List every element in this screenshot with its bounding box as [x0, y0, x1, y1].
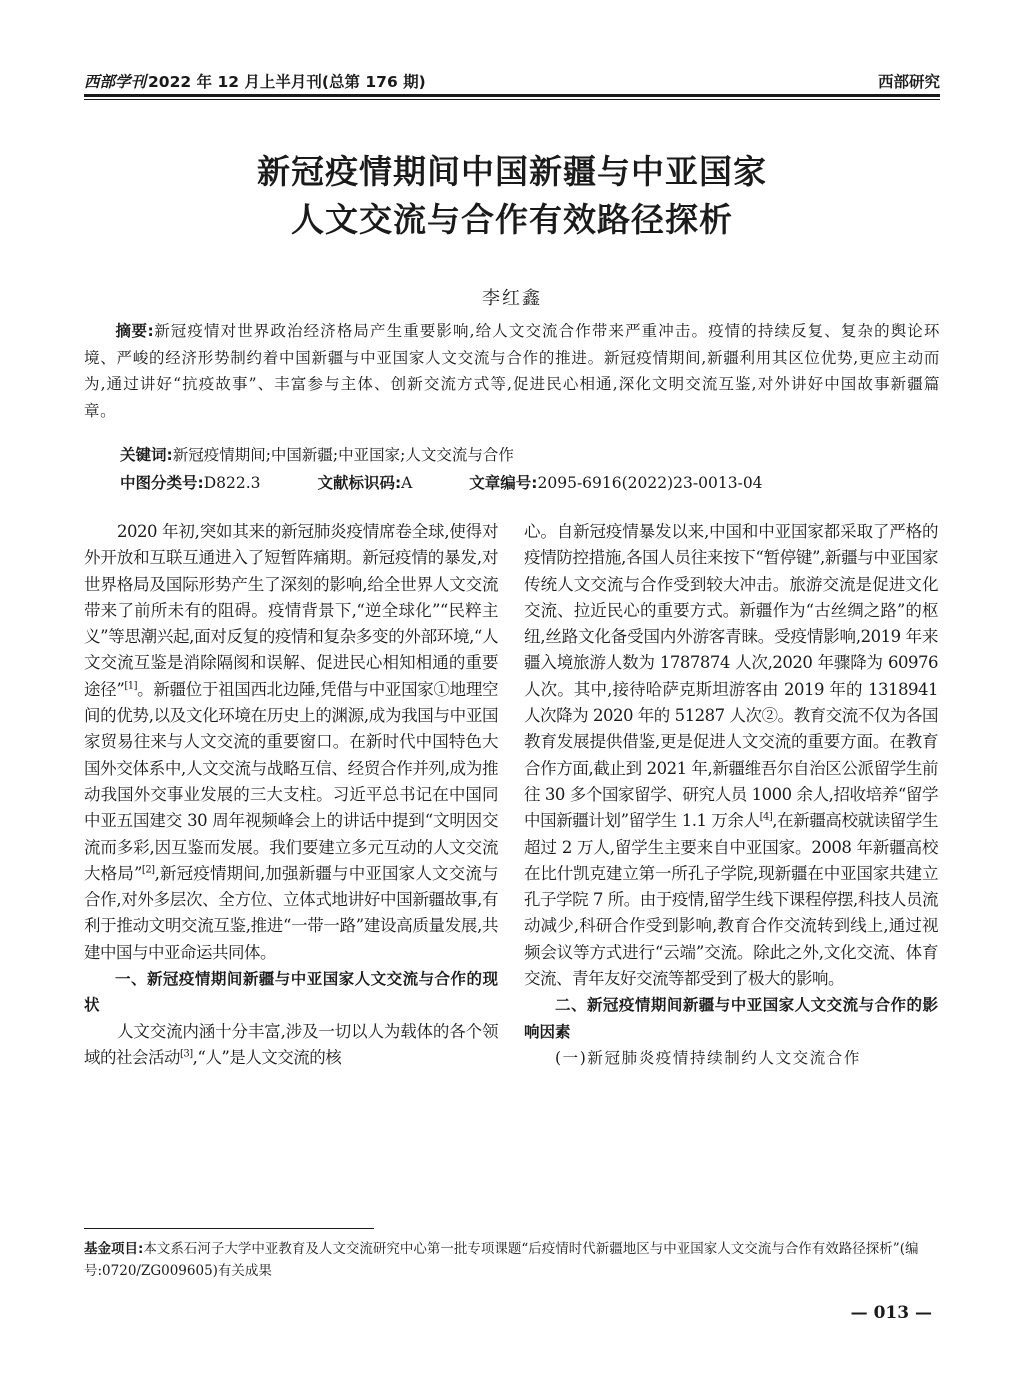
body-column-left [84, 519, 498, 1071]
article-title [0, 148, 1024, 244]
keywords-text: 新冠疫情期间;中国新疆;中亚国家;人文交流与合作 [172, 446, 514, 464]
document-code [317, 474, 412, 492]
text-run: 。教育交流不仅为各国教育发展提供借鉴,更是促进人文交流的重要方面。在教育合作方面,截止到 2021 年,新疆维吾尔自治区公派留学生前往 30 多个国家留学、研究人员 1000 余人,招收培养“留学中国新疆计划”留学生 1.1 万余人 [524, 706, 938, 831]
classification-line [120, 471, 763, 493]
text-run: 心。自新冠疫情暴发以来,中国和中亚国家都采取了严格的疫情防控措施,各国人员往来按下“暂停键”,新疆与中亚国家传统人文交流与合作受到较大冲击。旅游交流是促进文化交流、拉近民心的重要方式。新疆作为“古丝绸之路”的枢纽,丝路文化备受国内外游客青睐。受疫情影响,2019 年来疆入境旅游人数为 1787874 人次,2020 年骤降为 60976 人次。其中,接待哈萨克斯坦游客由 2019 年的 1318941 人次降为 2020 年的 51287 人次 [524, 522, 938, 726]
page-number: — 013 — [850, 1303, 932, 1323]
article-number [469, 474, 762, 492]
text-run: 人文交流内涵十分丰富,涉及一切以人为载体的各个领域的社会活动 [84, 1021, 498, 1067]
footnote-mark-1: ① [433, 679, 450, 699]
text-run: 2020 年初,突如其来的新冠肺炎疫情席卷全球,使得对外开放和互联互通进入了短暂阵痛期。新冠疫情的暴发,对世界格局及国际形势产生了深刻的影响,给全世界人文交流带来了前所未有的阻碍。疫情背景下,“逆全球化”“民粹主义”等思潮兴起,面对反复的疫情和复杂多变的外部环境,“人文交流互鉴是消除隔阂和误解、促进民心相知相通的重要途径” [84, 522, 498, 699]
citation-1: [1] [124, 680, 137, 692]
author-name: 李红鑫 [482, 288, 542, 309]
text-run: ,新冠疫情期间,加强新疆与中亚国家人文交流与合作,对外多层次、全方位、立体式地讲好中国新疆故事,有利于推动文明交流互鉴,推进“一带一路”建设高质量发展,共建中国与中亚命运共同体。 [84, 863, 498, 962]
funding-footnote [84, 1238, 940, 1282]
funding-text: 本文系石河子大学中亚教育及人文交流研究中心第一批专项课题“后疫情时代新疆地区与中亚国家人文交流与合作有效路径探析”(编号:0720/ZG009605)有关成果 [84, 1241, 919, 1279]
title-line-2: 人文交流与合作有效路径探析 [291, 200, 733, 239]
section-heading-1: 一、新冠疫情期间新疆与中亚国家人文交流与合作的现状 [84, 970, 498, 1015]
doc-code-value: A [401, 474, 413, 492]
clc-value: D822.3 [203, 474, 261, 492]
journal-issue-line [84, 70, 426, 92]
footnote-rule [84, 1228, 374, 1229]
abstract-text: 新冠疫情对世界政治经济格局产生重要影响,给人文交流合作带来严重冲击。疫情的持续反复、复杂的舆论环境、严峻的经济形势制约着中国新疆与中亚国家人文交流与合作的推进。新冠疫情期间,新疆利用其区位优势,更应主动而为,通过讲好“抗疫故事”、丰富参与主体、创新交流方式等,促进民心相通,深化文明交流互鉴,对外讲好中国故事新疆篇章。 [84, 322, 940, 420]
text-run: 。新疆位于祖国西北边陲,凭借与中亚国家 [136, 679, 434, 699]
section-name: 西部研究 [877, 73, 940, 91]
keywords [120, 443, 514, 465]
body-column-right [524, 519, 938, 1071]
text-run: ,“人”是人文交流的核 [192, 1047, 342, 1067]
subsection-heading-1: (一)新冠肺炎疫情持续制约人文交流合作 [555, 1048, 861, 1067]
citation-4: [4] [759, 811, 773, 823]
citation-2: [2] [141, 864, 155, 876]
text-run: ,在新疆高校就读留学生超过 2 万人,留学生主要来自中亚国家。2008 年新疆高校在比什凯克建立第一所孔子学院,现新疆在中亚国家共建立孔子学院 7 所。由于疫情,留学生线下课程停摆,科技人员流动减少,科研合作受到影响,教育合作交流转到线上,通过视频会议等方式进行“云端”交流。除此之外,文化交流、体育交流、青年友好交流等都受到了极大的影响。 [524, 811, 938, 989]
paragraph-continued [524, 519, 938, 992]
header-rule-thin [84, 99, 940, 100]
paragraph-section-1 [84, 1019, 498, 1072]
journal-logo: 西部学刊 [84, 72, 147, 91]
issue-info: 2022 年 12 月上半月刊(总第 176 期) [148, 73, 426, 91]
article-number-label: 文章编号: [469, 474, 538, 492]
keywords-label: 关键词: [120, 446, 173, 464]
footnote-mark-2: ② [761, 706, 778, 726]
clc-number [120, 474, 261, 492]
doc-code-label: 文献标识码: [317, 474, 402, 492]
text-run: 地理空间的优势,以及文化环境在历史上的渊源,成为我国与中亚国家贸易往来与人文交流的重要窗口。在新时代中国特色大国外交体系中,人文交流与战略互信、经贸合作并列,成为推动我国外交事业发展的三大支柱。习近平总书记在中国同中亚五国建交 30 周年视频峰会上的讲话中提到“文明因交流而多彩,因互鉴而发展。我们要建立多元互动的人文交流大格局” [84, 679, 499, 883]
clc-label: 中图分类号: [120, 474, 204, 492]
abstract-label: 摘要: [115, 322, 154, 340]
paragraph-intro [84, 519, 498, 966]
funding-label: 基金项目: [84, 1241, 144, 1257]
header-rule-thick [84, 94, 940, 97]
article-number-value: 2095-6916(2022)23-0013-04 [537, 474, 763, 492]
title-line-1: 新冠疫情期间中国新疆与中亚国家 [257, 152, 767, 191]
citation-3: [3] [180, 1048, 193, 1060]
section-heading-2: 二、新冠疫情期间新疆与中亚国家人文交流与合作的影响因素 [524, 996, 938, 1041]
abstract [84, 318, 940, 424]
